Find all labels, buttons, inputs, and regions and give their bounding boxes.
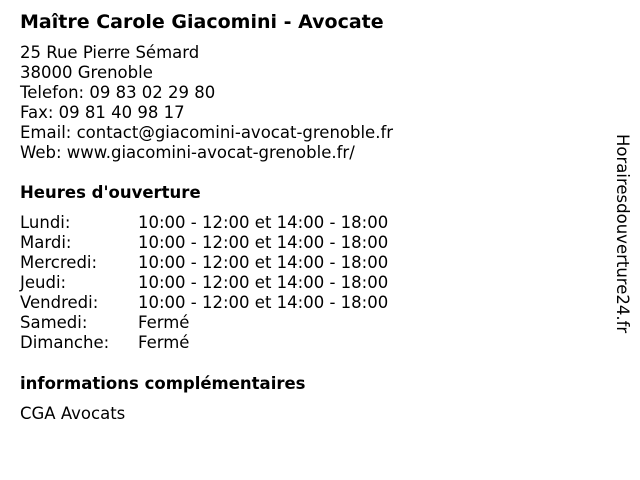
day-label: Vendredi: <box>20 293 99 312</box>
additional-info-heading: informations complémentaires <box>20 374 306 393</box>
phone-number: Telefon: 09 83 02 29 80 <box>20 83 216 102</box>
hours-value: Fermé <box>138 333 190 352</box>
hours-value: 10:00 - 12:00 et 14:00 - 18:00 <box>138 273 389 292</box>
additional-info-text: CGA Avocats <box>20 404 126 423</box>
day-label: Lundi: <box>20 213 71 232</box>
hours-row-sunday <box>20 333 388 353</box>
hours-value: 10:00 - 12:00 et 14:00 - 18:00 <box>138 213 389 232</box>
hours-row-wednesday <box>20 253 388 273</box>
day-label: Mardi: <box>20 233 72 252</box>
hours-value: 10:00 - 12:00 et 14:00 - 18:00 <box>138 233 389 252</box>
hours-row-monday <box>20 213 388 233</box>
opening-hours-table <box>20 213 388 353</box>
day-label: Jeudi: <box>20 273 67 292</box>
fax-number: Fax: 09 81 40 98 17 <box>20 103 185 122</box>
address-street: 25 Rue Pierre Sémard <box>20 43 200 62</box>
day-label: Mercredi: <box>20 253 98 272</box>
page-title: Maître Carole Giacomini - Avocate <box>20 11 384 33</box>
email-address: Email: contact@giacomini-avocat-grenoble.fr <box>20 123 394 142</box>
opening-hours-heading: Heures d'ouverture <box>20 183 201 202</box>
hours-row-saturday <box>20 313 388 333</box>
hours-value: 10:00 - 12:00 et 14:00 - 18:00 <box>138 253 389 272</box>
hours-value: Fermé <box>138 313 190 332</box>
contact-block <box>20 43 393 163</box>
site-watermark: Horairesdouverture24.fr <box>613 134 632 334</box>
day-label: Samedi: <box>20 313 88 332</box>
hours-row-thursday <box>20 273 388 293</box>
day-label: Dimanche: <box>20 333 110 352</box>
hours-value: 10:00 - 12:00 et 14:00 - 18:00 <box>138 293 389 312</box>
hours-row-friday <box>20 293 388 313</box>
address-city: 38000 Grenoble <box>20 63 153 82</box>
website-address: Web: www.giacomini-avocat-grenoble.fr/ <box>20 143 355 162</box>
hours-row-tuesday <box>20 233 388 253</box>
